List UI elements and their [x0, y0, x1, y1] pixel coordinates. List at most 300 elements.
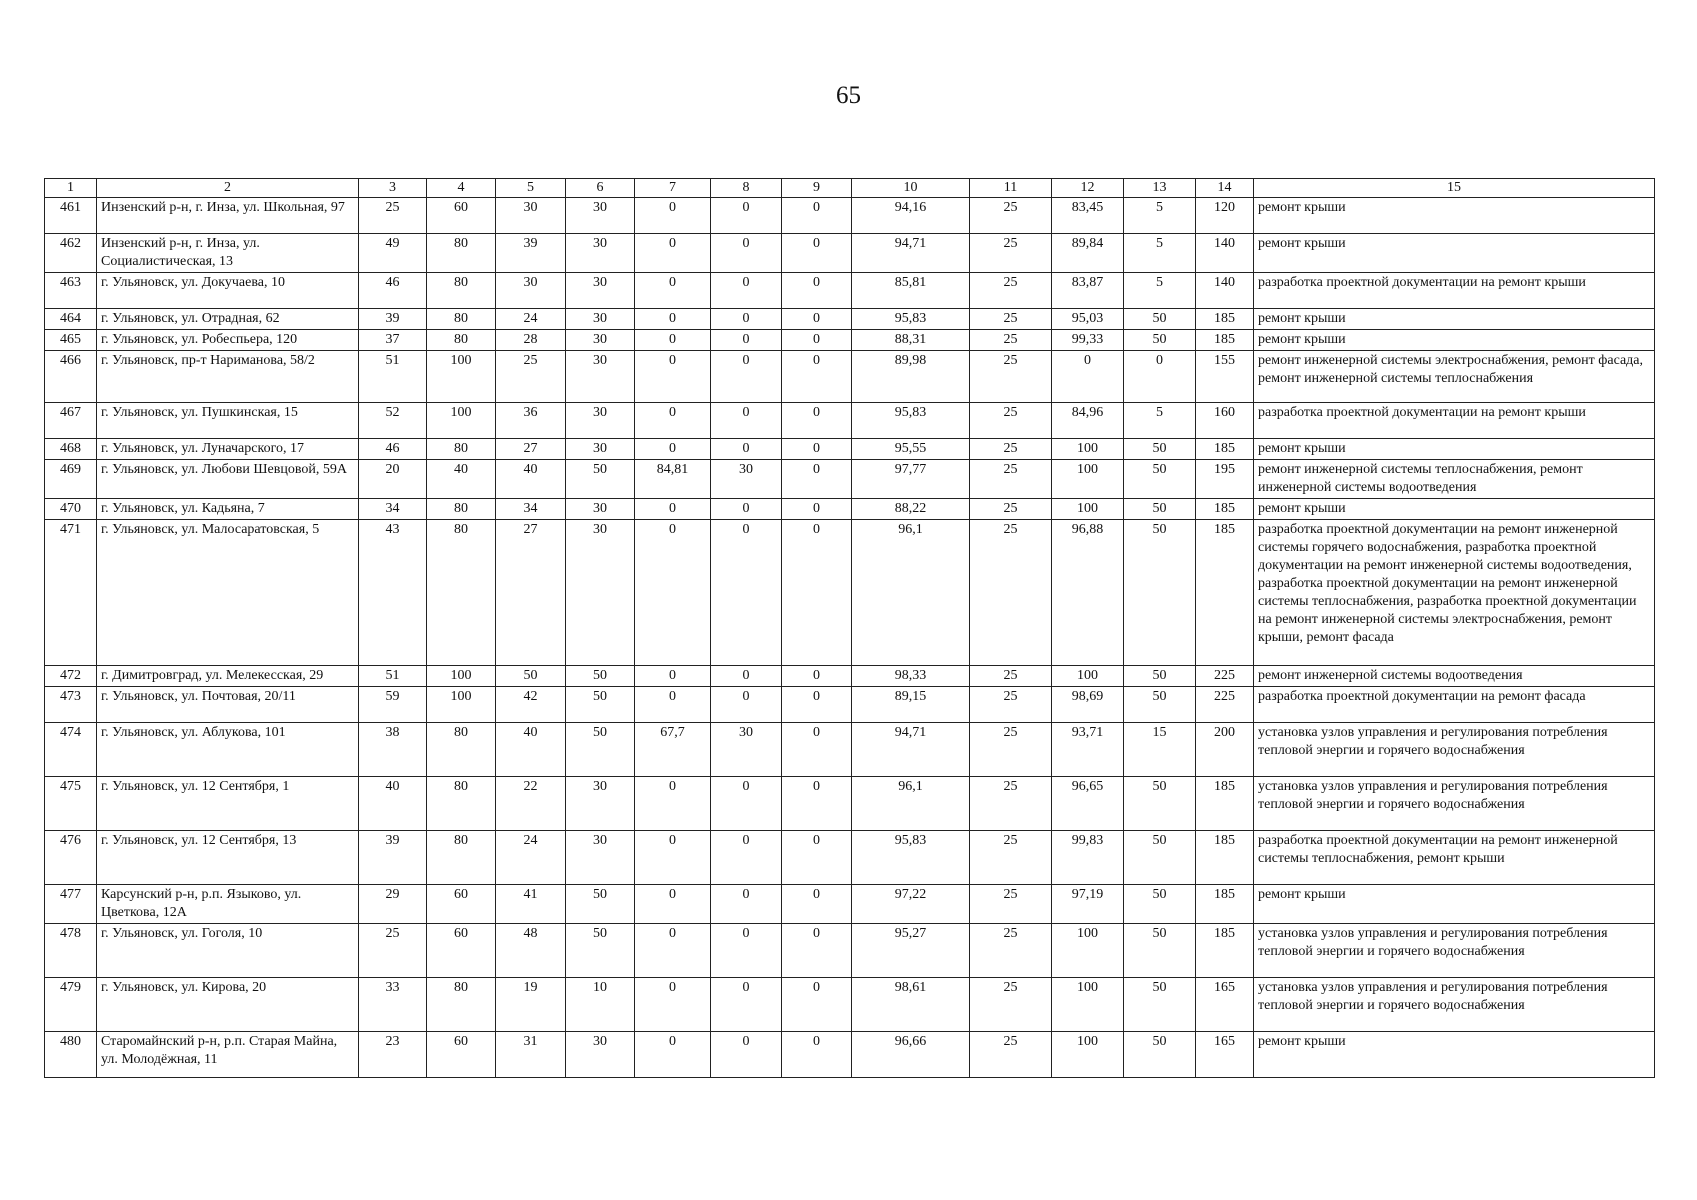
row-number-cell: 479 [45, 978, 97, 1032]
value-cell: 50 [1124, 330, 1196, 351]
value-cell: 80 [427, 520, 496, 666]
value-cell: 100 [1052, 1032, 1124, 1078]
value-cell: 36 [496, 403, 566, 439]
value-cell: 0 [711, 403, 782, 439]
value-cell: 5 [1124, 273, 1196, 309]
value-cell: 95,83 [852, 403, 970, 439]
row-number-cell: 473 [45, 687, 97, 723]
value-cell: 88,22 [852, 499, 970, 520]
value-cell: 25 [970, 666, 1052, 687]
value-cell: 51 [359, 351, 427, 403]
value-cell: 34 [359, 499, 427, 520]
value-cell: 31 [496, 1032, 566, 1078]
value-cell: 80 [427, 499, 496, 520]
value-cell: 39 [359, 309, 427, 330]
value-cell: 0 [782, 978, 852, 1032]
value-cell: 51 [359, 666, 427, 687]
row-number-cell: 477 [45, 885, 97, 924]
value-cell: 43 [359, 520, 427, 666]
column-number-row [45, 179, 1655, 198]
address-cell: Карсунский р-н, р.п. Языково, ул. Цветкова, 12А [97, 885, 359, 924]
value-cell: 50 [1124, 687, 1196, 723]
address-cell: г. Ульяновск, пр-т Нариманова, 58/2 [97, 351, 359, 403]
value-cell: 48 [496, 924, 566, 978]
value-cell: 42 [496, 687, 566, 723]
address-cell: г. Ульяновск, ул. Кирова, 20 [97, 978, 359, 1032]
value-cell: 99,33 [1052, 330, 1124, 351]
value-cell: 0 [1124, 351, 1196, 403]
value-cell: 30 [566, 198, 635, 234]
value-cell: 30 [566, 831, 635, 885]
value-cell: 30 [496, 198, 566, 234]
value-cell: 97,22 [852, 885, 970, 924]
value-cell: 185 [1196, 885, 1254, 924]
value-cell: 0 [782, 499, 852, 520]
value-cell: 0 [782, 687, 852, 723]
value-cell: 0 [635, 1032, 711, 1078]
address-cell: г. Ульяновск, ул. Кадьяна, 7 [97, 499, 359, 520]
address-cell: Старомайнский р-н, р.п. Старая Майна, ул. Молодёжная, 11 [97, 1032, 359, 1078]
value-cell: 155 [1196, 351, 1254, 403]
work-type-cell: ремонт инженерной системы электроснабжения, ремонт фасада, ремонт инженерной системы теплоснабжения [1254, 351, 1655, 403]
value-cell: 50 [1124, 978, 1196, 1032]
value-cell: 80 [427, 723, 496, 777]
value-cell: 30 [566, 330, 635, 351]
value-cell: 0 [711, 499, 782, 520]
work-type-cell: ремонт крыши [1254, 499, 1655, 520]
value-cell: 0 [635, 439, 711, 460]
row-number-cell: 474 [45, 723, 97, 777]
value-cell: 20 [359, 460, 427, 499]
column-header: 5 [496, 179, 566, 198]
address-cell: г. Ульяновск, ул. 12 Сентября, 13 [97, 831, 359, 885]
work-type-cell: ремонт крыши [1254, 1032, 1655, 1078]
row-number-cell: 462 [45, 234, 97, 273]
value-cell: 94,71 [852, 723, 970, 777]
value-cell: 165 [1196, 978, 1254, 1032]
table-row [45, 351, 1655, 403]
value-cell: 195 [1196, 460, 1254, 499]
work-type-cell: установка узлов управления и регулирования потребления тепловой энергии и горячего водоснабжения [1254, 723, 1655, 777]
value-cell: 0 [635, 520, 711, 666]
value-cell: 93,71 [1052, 723, 1124, 777]
value-cell: 100 [1052, 439, 1124, 460]
value-cell: 30 [711, 460, 782, 499]
value-cell: 25 [970, 978, 1052, 1032]
work-type-cell: ремонт крыши [1254, 198, 1655, 234]
table-row [45, 460, 1655, 499]
work-type-cell: установка узлов управления и регулирования потребления тепловой энергии и горячего водоснабжения [1254, 777, 1655, 831]
value-cell: 0 [711, 666, 782, 687]
row-number-cell: 466 [45, 351, 97, 403]
value-cell: 94,16 [852, 198, 970, 234]
table-row [45, 924, 1655, 978]
value-cell: 19 [496, 978, 566, 1032]
value-cell: 95,83 [852, 831, 970, 885]
page-number: 65 [836, 82, 861, 109]
address-cell: г. Ульяновск, ул. Аблукова, 101 [97, 723, 359, 777]
value-cell: 84,96 [1052, 403, 1124, 439]
value-cell: 50 [1124, 831, 1196, 885]
value-cell: 96,66 [852, 1032, 970, 1078]
value-cell: 50 [566, 460, 635, 499]
value-cell: 0 [711, 198, 782, 234]
table-row [45, 978, 1655, 1032]
work-type-cell: установка узлов управления и регулирования потребления тепловой энергии и горячего водоснабжения [1254, 978, 1655, 1032]
value-cell: 0 [782, 885, 852, 924]
column-header: 2 [97, 179, 359, 198]
row-number-cell: 467 [45, 403, 97, 439]
value-cell: 0 [782, 234, 852, 273]
value-cell: 5 [1124, 234, 1196, 273]
value-cell: 80 [427, 330, 496, 351]
value-cell: 0 [782, 439, 852, 460]
value-cell: 25 [970, 885, 1052, 924]
value-cell: 50 [1124, 777, 1196, 831]
value-cell: 0 [635, 924, 711, 978]
value-cell: 0 [782, 520, 852, 666]
value-cell: 0 [711, 309, 782, 330]
value-cell: 24 [496, 831, 566, 885]
value-cell: 30 [496, 273, 566, 309]
table-row [45, 885, 1655, 924]
value-cell: 25 [970, 330, 1052, 351]
value-cell: 22 [496, 777, 566, 831]
value-cell: 0 [635, 351, 711, 403]
row-number-cell: 461 [45, 198, 97, 234]
table-row [45, 439, 1655, 460]
value-cell: 30 [711, 723, 782, 777]
table-row [45, 273, 1655, 309]
value-cell: 160 [1196, 403, 1254, 439]
work-type-cell: ремонт крыши [1254, 234, 1655, 273]
value-cell: 28 [496, 330, 566, 351]
value-cell: 0 [711, 831, 782, 885]
value-cell: 29 [359, 885, 427, 924]
address-cell: г. Ульяновск, ул. Малосаратовская, 5 [97, 520, 359, 666]
value-cell: 0 [635, 666, 711, 687]
value-cell: 30 [566, 309, 635, 330]
table-row [45, 687, 1655, 723]
value-cell: 50 [1124, 520, 1196, 666]
value-cell: 60 [427, 1032, 496, 1078]
work-type-cell: ремонт крыши [1254, 439, 1655, 460]
value-cell: 0 [782, 309, 852, 330]
value-cell: 24 [496, 309, 566, 330]
value-cell: 140 [1196, 234, 1254, 273]
value-cell: 40 [359, 777, 427, 831]
table-row [45, 666, 1655, 687]
value-cell: 27 [496, 520, 566, 666]
value-cell: 25 [496, 351, 566, 403]
value-cell: 83,45 [1052, 198, 1124, 234]
value-cell: 140 [1196, 273, 1254, 309]
value-cell: 0 [635, 831, 711, 885]
address-cell: Инзенский р-н, г. Инза, ул. Социалистическая, 13 [97, 234, 359, 273]
table-row [45, 723, 1655, 777]
value-cell: 50 [1124, 439, 1196, 460]
work-type-cell: разработка проектной документации на ремонт крыши [1254, 273, 1655, 309]
value-cell: 50 [1124, 1032, 1196, 1078]
value-cell: 0 [711, 273, 782, 309]
value-cell: 0 [635, 330, 711, 351]
address-cell: г. Ульяновск, ул. Докучаева, 10 [97, 273, 359, 309]
value-cell: 50 [566, 885, 635, 924]
value-cell: 85,81 [852, 273, 970, 309]
value-cell: 30 [566, 403, 635, 439]
row-number-cell: 463 [45, 273, 97, 309]
value-cell: 40 [427, 460, 496, 499]
work-type-cell: ремонт инженерной системы теплоснабжения, ремонт инженерной системы водоотведения [1254, 460, 1655, 499]
value-cell: 185 [1196, 831, 1254, 885]
value-cell: 95,55 [852, 439, 970, 460]
value-cell: 25 [970, 924, 1052, 978]
row-number-cell: 472 [45, 666, 97, 687]
value-cell: 0 [782, 198, 852, 234]
value-cell: 96,88 [1052, 520, 1124, 666]
value-cell: 25 [359, 924, 427, 978]
value-cell: 100 [1052, 924, 1124, 978]
value-cell: 60 [427, 885, 496, 924]
table-body [45, 198, 1655, 1078]
work-type-cell: ремонт крыши [1254, 885, 1655, 924]
value-cell: 0 [782, 831, 852, 885]
column-header: 8 [711, 179, 782, 198]
value-cell: 0 [782, 403, 852, 439]
value-cell: 25 [970, 831, 1052, 885]
value-cell: 50 [566, 924, 635, 978]
value-cell: 99,83 [1052, 831, 1124, 885]
value-cell: 0 [635, 234, 711, 273]
row-number-cell: 465 [45, 330, 97, 351]
value-cell: 225 [1196, 666, 1254, 687]
value-cell: 59 [359, 687, 427, 723]
value-cell: 89,15 [852, 687, 970, 723]
value-cell: 96,65 [1052, 777, 1124, 831]
value-cell: 50 [1124, 666, 1196, 687]
value-cell: 25 [970, 687, 1052, 723]
value-cell: 0 [635, 885, 711, 924]
table-row [45, 831, 1655, 885]
work-type-cell: разработка проектной документации на ремонт инженерной системы горячего водоснабжения, разработка проектной документации на ремонт инженерной системы водоотведения, разработка проектной документации на ремонт инженерной системы теплоснабжения, разработка проектной документации на ремонт инженерной системы электроснабжения, ремонт крыши, ремонт фасада [1254, 520, 1655, 666]
value-cell: 95,83 [852, 309, 970, 330]
value-cell: 0 [635, 777, 711, 831]
value-cell: 30 [566, 777, 635, 831]
value-cell: 83,87 [1052, 273, 1124, 309]
row-number-cell: 469 [45, 460, 97, 499]
value-cell: 0 [1052, 351, 1124, 403]
value-cell: 98,69 [1052, 687, 1124, 723]
row-number-cell: 464 [45, 309, 97, 330]
work-type-cell: ремонт крыши [1254, 309, 1655, 330]
value-cell: 34 [496, 499, 566, 520]
value-cell: 89,84 [1052, 234, 1124, 273]
value-cell: 88,31 [852, 330, 970, 351]
column-header: 4 [427, 179, 496, 198]
value-cell: 100 [1052, 666, 1124, 687]
value-cell: 185 [1196, 924, 1254, 978]
table-row [45, 403, 1655, 439]
column-header: 7 [635, 179, 711, 198]
value-cell: 5 [1124, 403, 1196, 439]
address-cell: г. Ульяновск, ул. Пушкинская, 15 [97, 403, 359, 439]
value-cell: 50 [1124, 924, 1196, 978]
value-cell: 0 [782, 351, 852, 403]
row-number-cell: 480 [45, 1032, 97, 1078]
value-cell: 10 [566, 978, 635, 1032]
value-cell: 0 [782, 924, 852, 978]
value-cell: 0 [782, 460, 852, 499]
value-cell: 100 [1052, 978, 1124, 1032]
value-cell: 80 [427, 777, 496, 831]
value-cell: 50 [1124, 309, 1196, 330]
value-cell: 0 [711, 885, 782, 924]
value-cell: 23 [359, 1032, 427, 1078]
value-cell: 95,03 [1052, 309, 1124, 330]
value-cell: 0 [711, 777, 782, 831]
value-cell: 0 [782, 666, 852, 687]
value-cell: 30 [566, 439, 635, 460]
value-cell: 25 [970, 403, 1052, 439]
column-header: 12 [1052, 179, 1124, 198]
value-cell: 27 [496, 439, 566, 460]
column-header: 3 [359, 179, 427, 198]
value-cell: 0 [711, 520, 782, 666]
address-cell: Инзенский р-н, г. Инза, ул. Школьная, 97 [97, 198, 359, 234]
value-cell: 39 [496, 234, 566, 273]
value-cell: 80 [427, 273, 496, 309]
table-row [45, 198, 1655, 234]
value-cell: 40 [496, 460, 566, 499]
row-number-cell: 476 [45, 831, 97, 885]
value-cell: 200 [1196, 723, 1254, 777]
value-cell: 100 [427, 403, 496, 439]
value-cell: 0 [635, 273, 711, 309]
column-header: 10 [852, 179, 970, 198]
value-cell: 100 [1052, 499, 1124, 520]
value-cell: 30 [566, 499, 635, 520]
table-row [45, 330, 1655, 351]
value-cell: 97,77 [852, 460, 970, 499]
value-cell: 80 [427, 439, 496, 460]
column-header: 9 [782, 179, 852, 198]
value-cell: 50 [566, 666, 635, 687]
value-cell: 80 [427, 978, 496, 1032]
value-cell: 0 [711, 351, 782, 403]
value-cell: 0 [711, 978, 782, 1032]
column-header: 11 [970, 179, 1052, 198]
value-cell: 25 [970, 309, 1052, 330]
value-cell: 100 [427, 687, 496, 723]
value-cell: 25 [970, 351, 1052, 403]
value-cell: 185 [1196, 309, 1254, 330]
value-cell: 98,61 [852, 978, 970, 1032]
value-cell: 50 [1124, 499, 1196, 520]
value-cell: 52 [359, 403, 427, 439]
value-cell: 84,81 [635, 460, 711, 499]
value-cell: 15 [1124, 723, 1196, 777]
value-cell: 185 [1196, 520, 1254, 666]
table-row [45, 777, 1655, 831]
row-number-cell: 468 [45, 439, 97, 460]
table-row [45, 234, 1655, 273]
value-cell: 100 [427, 666, 496, 687]
value-cell: 0 [711, 687, 782, 723]
value-cell: 46 [359, 439, 427, 460]
value-cell: 25 [359, 198, 427, 234]
table-row [45, 1032, 1655, 1078]
column-header: 6 [566, 179, 635, 198]
value-cell: 25 [970, 234, 1052, 273]
work-type-cell: разработка проектной документации на ремонт крыши [1254, 403, 1655, 439]
value-cell: 0 [635, 309, 711, 330]
value-cell: 50 [496, 666, 566, 687]
table-row [45, 520, 1655, 666]
value-cell: 185 [1196, 777, 1254, 831]
address-cell: г. Ульяновск, ул. Отрадная, 62 [97, 309, 359, 330]
value-cell: 96,1 [852, 777, 970, 831]
value-cell: 25 [970, 723, 1052, 777]
value-cell: 41 [496, 885, 566, 924]
value-cell: 80 [427, 831, 496, 885]
value-cell: 0 [782, 330, 852, 351]
value-cell: 0 [635, 687, 711, 723]
value-cell: 0 [782, 1032, 852, 1078]
value-cell: 33 [359, 978, 427, 1032]
value-cell: 89,98 [852, 351, 970, 403]
work-type-cell: ремонт крыши [1254, 330, 1655, 351]
table-row [45, 499, 1655, 520]
address-cell: г. Ульяновск, ул. Робеспьера, 120 [97, 330, 359, 351]
value-cell: 30 [566, 351, 635, 403]
value-cell: 100 [1052, 460, 1124, 499]
address-cell: г. Ульяновск, ул. Почтовая, 20/11 [97, 687, 359, 723]
value-cell: 50 [1124, 460, 1196, 499]
value-cell: 0 [635, 403, 711, 439]
value-cell: 95,27 [852, 924, 970, 978]
value-cell: 30 [566, 234, 635, 273]
value-cell: 0 [635, 978, 711, 1032]
address-cell: г. Димитровград, ул. Мелекесская, 29 [97, 666, 359, 687]
value-cell: 0 [711, 439, 782, 460]
value-cell: 50 [1124, 885, 1196, 924]
work-type-cell: ремонт инженерной системы водоотведения [1254, 666, 1655, 687]
row-number-cell: 470 [45, 499, 97, 520]
value-cell: 80 [427, 234, 496, 273]
value-cell: 50 [566, 723, 635, 777]
column-header: 13 [1124, 179, 1196, 198]
column-header: 14 [1196, 179, 1254, 198]
value-cell: 5 [1124, 198, 1196, 234]
value-cell: 25 [970, 520, 1052, 666]
value-cell: 39 [359, 831, 427, 885]
value-cell: 80 [427, 309, 496, 330]
value-cell: 0 [635, 198, 711, 234]
address-cell: г. Ульяновск, ул. Гоголя, 10 [97, 924, 359, 978]
value-cell: 25 [970, 198, 1052, 234]
value-cell: 98,33 [852, 666, 970, 687]
value-cell: 0 [635, 499, 711, 520]
value-cell: 0 [711, 1032, 782, 1078]
value-cell: 25 [970, 439, 1052, 460]
value-cell: 25 [970, 273, 1052, 309]
table-row [45, 309, 1655, 330]
column-header: 1 [45, 179, 97, 198]
value-cell: 30 [566, 273, 635, 309]
value-cell: 40 [496, 723, 566, 777]
value-cell: 0 [711, 234, 782, 273]
value-cell: 67,7 [635, 723, 711, 777]
